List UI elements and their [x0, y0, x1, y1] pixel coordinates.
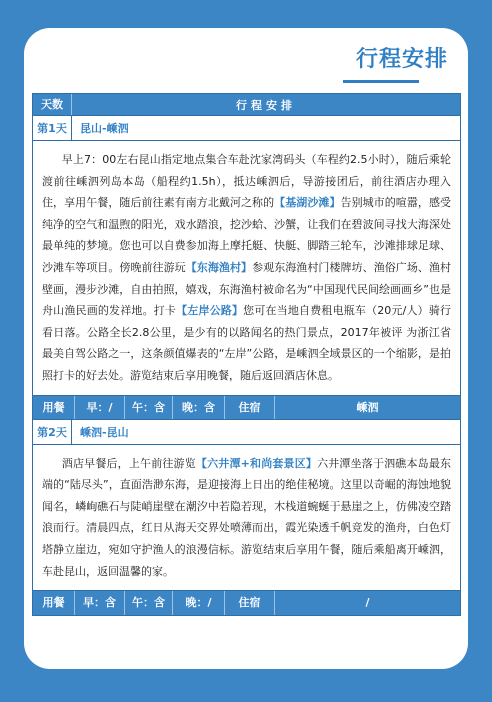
- day-1-route: 昆山-嵊泗: [80, 122, 129, 135]
- meal-breakfast: 早：/: [75, 396, 125, 419]
- itinerary-card: [24, 28, 468, 669]
- spot-jihu-beach: 【基湖沙滩】: [274, 196, 341, 210]
- meal-lunch: 午：含: [125, 396, 173, 419]
- day-1-meals: [33, 396, 460, 420]
- spot-donghai-village: 【东海渔村】: [185, 260, 253, 274]
- meal-dinner: 晚：/: [173, 591, 225, 615]
- title-underline: [343, 80, 419, 83]
- meal-dinner: 晚：含: [173, 396, 225, 419]
- day-1-description: [33, 141, 460, 396]
- day-2-text: 六井潭坐落于泗礁本岛最东端的“陆尽头”，直面浩渺东海，是迎接海上日出的绝佳秘境。这里以奇崛的海蚀地貌闻名，嶙峋礁石与陡峭崖壁在潮汐中若隐若现，木栈道蜿蜒于悬崖之上，仿佛凌空踏浪而行。清晨四点，红日从海天交界处喷薄而出，霞光染透千帆竞发的渔舟，白色灯塔静立崖边，宛如守护渔人的浪漫信标。游览结束后享用午餐，随后乘船离开嵊泗，车赴昆山，返回温馨的家。: [42, 456, 452, 578]
- day-2-description: [33, 445, 460, 592]
- stay-label: 住宿: [225, 591, 275, 615]
- spot-zuoan-road: 【左岸公路】: [176, 304, 244, 318]
- day-1-label: 第1天: [33, 116, 72, 140]
- day-2-text: 酒店早餐后，上午前往游览: [61, 456, 196, 470]
- spot-liujingtan: 【六井潭+和尚套景区】: [195, 456, 318, 470]
- stay-label: 住宿: [225, 396, 275, 419]
- meal-label: 用餐: [33, 591, 75, 615]
- stay-value: /: [365, 596, 370, 610]
- header-day: 天数: [33, 94, 72, 115]
- table-header: [33, 94, 460, 116]
- day-1-text: 参观东海渔村门楼牌坊、渔俗广场、渔村壁画，漫步沙滩，自由拍照，嬉戏，东海渔村被命名为“中国现代民间绘画画乡”也是舟山渔民画的发祥地。打卡: [42, 260, 452, 318]
- meal-lunch: 午：含: [125, 591, 173, 615]
- day-1-text: 告别城市的喧嚣，感受纯净的空气和温煦的阳光，戏水踏浪，挖沙蛤、沙蟹，让我们在碧波间寻找大海深处最单纯的梦境。您也可以自费参加海上摩托艇、快艇、脚踏三轮车，沙滩排球足球、沙滩车等项目。傍晚前往游玩: [42, 196, 452, 274]
- stay-value: 嵊泗: [356, 400, 379, 414]
- day-1-text: 您可在当地自费租电瓶车（20元/人）骑行看日落。公路全长2.8公里，是少有的以路闻名的热门景点，2017年被评 为浙江省最美自驾公路之一，这条颜值爆表的“左岸”公路，是嵊泗全域景区的一个缩影，是拍照打卡的好去处。游览结束后享用晚餐，随后返回酒店休息。: [42, 304, 452, 382]
- itinerary-table: [32, 93, 461, 616]
- day-2-label: 第2天: [33, 420, 72, 444]
- day-2-row: [33, 420, 460, 445]
- meal-breakfast: 早：含: [75, 591, 125, 615]
- day-2-meals: [33, 591, 460, 615]
- day-1-text: 早上7：00左右昆山指定地点集合车赴沈家湾码头（车程约2.5小时），随后乘轮渡前往嵊泗列岛本岛（船程约1.5h），抵达嵊泗后，导游接团后，前往酒店办理入住，享用午餐，随后前往素有南方北戴河之称的: [42, 153, 451, 210]
- meal-label: 用餐: [33, 396, 75, 419]
- header-plan: 行程安排: [236, 98, 296, 112]
- day-1-row: [33, 116, 460, 141]
- day-2-route: 嵊泗-昆山: [80, 425, 129, 439]
- page-title: 行程安排: [355, 47, 448, 72]
